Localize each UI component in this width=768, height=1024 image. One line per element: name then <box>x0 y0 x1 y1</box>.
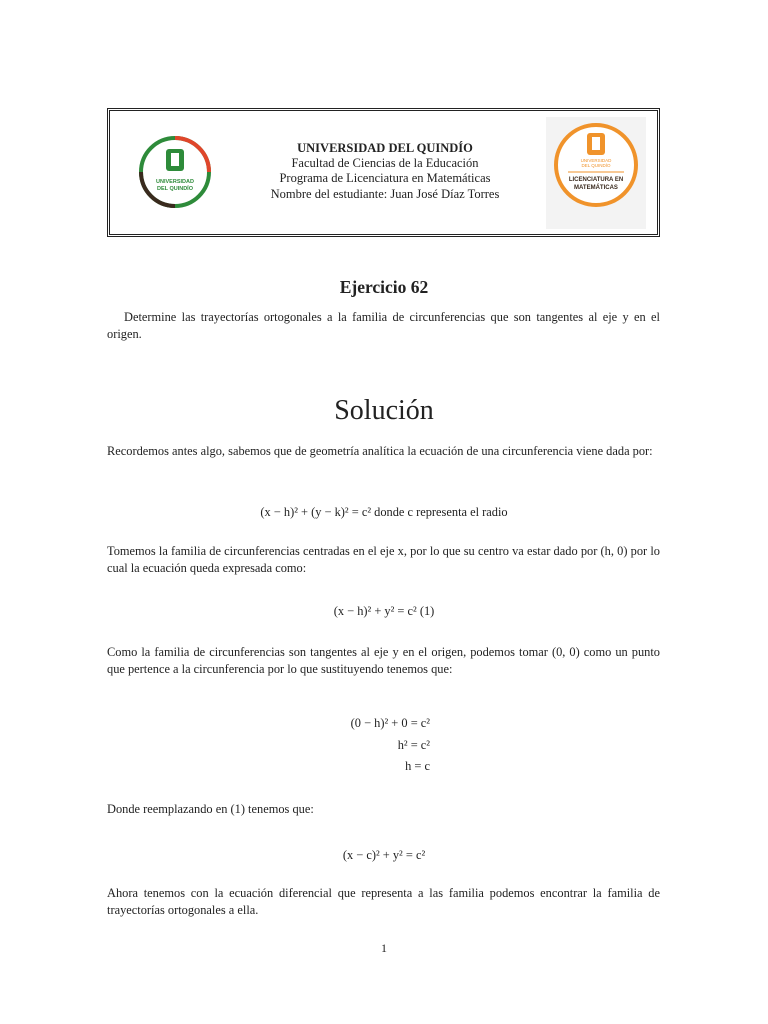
paragraph-4: Donde reemplazando en (1) tenemos que: <box>107 802 314 816</box>
equation-4: (x − c)² + y² = c² <box>342 848 426 862</box>
exercise-title: Ejercicio 62 <box>339 277 429 297</box>
svg-text:DEL QUINDÍO: DEL QUINDÍO <box>157 186 193 192</box>
header-box <box>107 108 660 237</box>
svg-text:MATEMÁTICAS: MATEMÁTICAS <box>574 185 618 191</box>
svg-text:DEL QUINDÍO: DEL QUINDÍO <box>581 163 611 168</box>
svg-text:UNIVERSIDAD: UNIVERSIDAD <box>580 158 612 163</box>
svg-text:UNIVERSIDAD: UNIVERSIDAD <box>156 179 194 185</box>
exercise-statement: Determine las trayectorías ortogonales a la familia de circunferencias que son tangentes al eje y en el origen. <box>107 310 660 341</box>
university-name: UNIVERSIDAD DEL QUINDÍO <box>297 141 473 155</box>
solution-heading: Solución <box>334 395 434 426</box>
program-logo <box>546 117 646 229</box>
svg-text:LICENCIATURA EN: LICENCIATURA EN <box>568 177 624 183</box>
paragraph-5: Ahora tenemos con la ecuación diferencial que representa a las familia podemos encontrar la familia de trayectorías ortogonales a ella. <box>107 886 660 917</box>
program-name: Programa de Licenciatura en Matemáticas <box>279 171 491 186</box>
paragraph-2: Tomemos la familia de circunferencias centradas en el eje x, por lo que su centro va estar dado por (h, 0) por lo cual la ecuación queda expresada como: <box>107 544 660 575</box>
equation-2: (x − h)² + y² = c² (1) <box>333 604 435 618</box>
paragraph-3: Como la familia de circunferencias son tangentes al eje y en el origen, podemos tomar (0, 0) como un punto que pertence a la circunferencia por lo que sustituyendo tenemos que: <box>107 645 660 676</box>
header-text <box>230 141 540 202</box>
paragraph-1: Recordemos antes algo, sabemos que de geometría analítica la ecuación de una circunferencia viene dada por: <box>107 444 653 458</box>
faculty-name: Facultad de Ciencias de la Educación <box>291 156 479 171</box>
student-name: Nombre del estudiante: Juan José Díaz Torres <box>270 186 500 201</box>
equation-1: (x − h)² + (y − k)² = c² donde c representa el radio <box>260 505 508 519</box>
university-logo <box>138 135 212 209</box>
equation-line: h² = c² <box>397 738 430 752</box>
page-number: 1 <box>381 941 387 955</box>
equation-line: (0 − h)² + 0 = c² <box>350 716 430 730</box>
equation-line: h = c <box>405 759 430 773</box>
